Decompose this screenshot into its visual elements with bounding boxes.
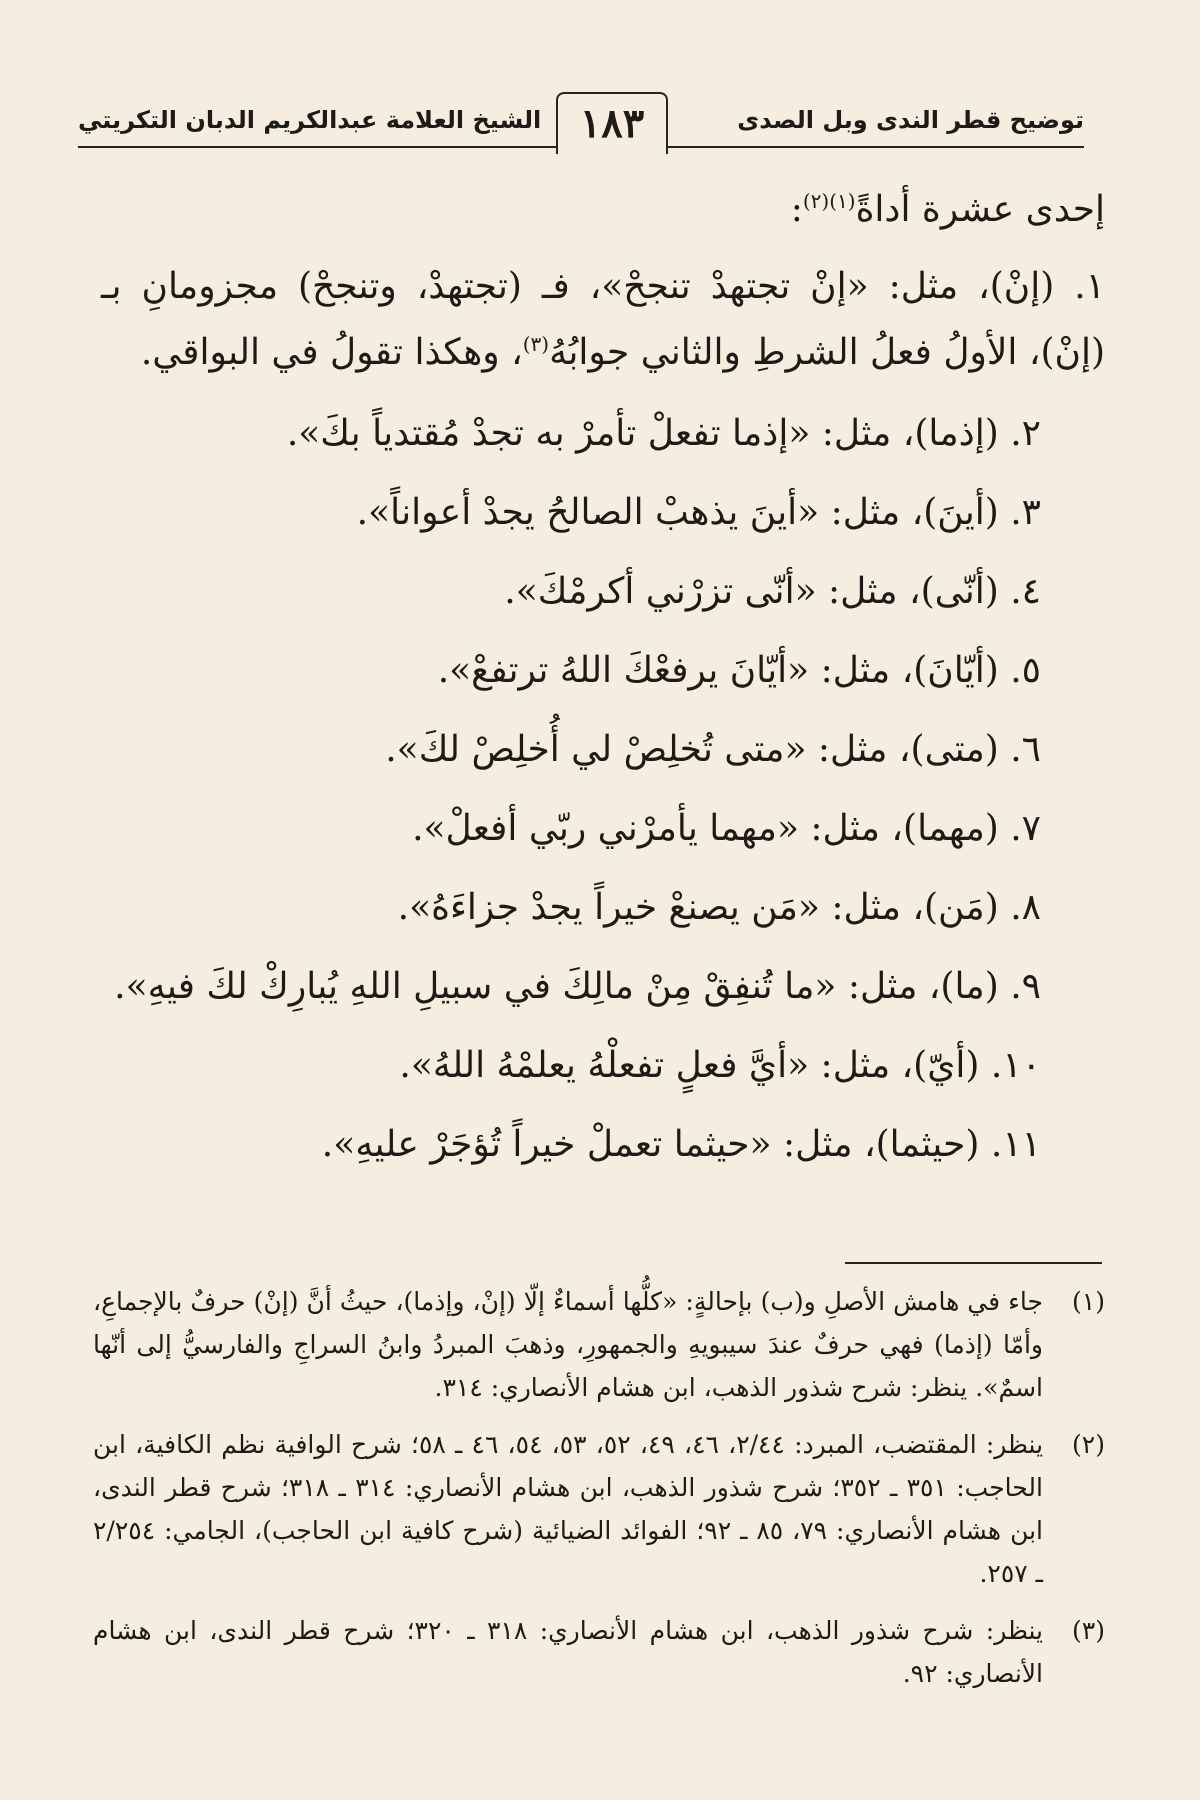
- list-item: ٩. (ما)، مثل: «ما تُنفِقْ مِنْ مالِكَ في سبيلِ اللهِ يُبارِكْ لكَ فيهِ».: [114, 966, 1041, 1007]
- list-item: ٨. (مَن)، مثل: «مَن يصنعْ خيراً يجدْ جزاءَهُ».: [397, 887, 1041, 928]
- list-item: ٥. (أيّانَ)، مثل: «أيّانَ يرفعْكَ اللهُ ترتفعْ».: [437, 650, 1041, 691]
- page-header: [78, 92, 1084, 164]
- item-1-text: ١. (إنْ)، مثل: «إنْ تجتهدْ تنجحْ»، فـ (تجتهدْ، وتنجحْ) مجزومانِ بـ (إنْ)، الأولُ فعلُ الشرطِ والثاني جوابُهُ: [101, 266, 1105, 373]
- footnote: [93, 1280, 1105, 1409]
- footnote-separator: [845, 1262, 1102, 1264]
- footnote-number: (١): [1072, 1287, 1105, 1316]
- list-item: ١١. (حيثما)، مثل: «حيثما تعملْ خيراً تُؤجَرْ عليهِ».: [321, 1124, 1041, 1165]
- footnote-ref: (١)(٢): [802, 189, 856, 213]
- list-item: ٧. (مهما)، مثل: «مهما يأمرْني ربّي أفعلْ».: [412, 808, 1041, 849]
- footnote: [93, 1609, 1105, 1695]
- main-text: [101, 178, 1105, 1184]
- list-item: ٦. (متى)، مثل: «متى تُخلِصْ لي أُخلِصْ لكَ».: [385, 729, 1041, 770]
- footnote-number: (٣): [1072, 1616, 1105, 1645]
- book-title: توضيح قطر الندى وبل الصدى: [727, 106, 1084, 134]
- footnote: [93, 1423, 1105, 1595]
- footnote-text: ينظر: شرح شذور الذهب، ابن هشام الأنصاري: ٣١٨ ـ ٣٢٠؛ شرح قطر الندى، ابن هشام الأنصاري: ٩٢.: [93, 1616, 1044, 1688]
- intro-colon: :: [790, 189, 803, 230]
- list-item: ٢. (إذما)، مثل: «إذما تفعلْ تأمرْ به تجدْ مُقتدياً بكَ».: [286, 413, 1041, 454]
- author-name: الشيخ العلامة عبدالكريم الدبان التكريتي: [78, 106, 551, 134]
- tools-list: [101, 394, 1105, 1184]
- intro-line: [101, 178, 1105, 242]
- footnote-text: جاء في هامش الأصلِ و(ب) بإحالةٍ: «كلُّها أسماءٌ إلّا (إنْ، وإذما)، حيثُ أنَّ (إنْ) حرفٌ بالإجماعِ، وأمّا (إذما) فهي حرفٌ عندَ سيبويهِ والجمهورِ، وذهبَ المبردُ وابنُ السراجِ والفارسيُّ إلى أنّها اسمٌ». ينظر: شرح شذور الذهب، ابن هشام الأنصاري: ٣١٤.: [93, 1287, 1043, 1402]
- footnote-text: ينظر: المقتضب، المبرد: ٢/٤٤، ٤٦، ٤٩، ٥٢، ٥٣، ٥٤، ٤٦ ـ ٥٨؛ شرح الوافية نظم الكافية، ابن الحاجب: ٣٥١ ـ ٣٥٢؛ شرح شذور الذهب، ابن هشام الأنصاري: ٣١٤ ـ ٣١٨؛ شرح قطر الندى، ابن هشام الأنصاري: ٧٩، ٨٥ ـ ٩٢؛ الفوائد الضيائية (شرح كافية ابن الحاجب)، الجامي: ٢/٢٥٤ ـ ٢٥٧.: [93, 1430, 1044, 1588]
- page-number: ١٨٣: [556, 92, 668, 154]
- item-1-text-end: ، وهكذا تقولُ في البواقي.: [140, 332, 523, 373]
- list-item: ٤. (أنّى)، مثل: «أنّى تزرْني أكرمْكَ».: [504, 571, 1041, 612]
- footnote-ref: (٣): [522, 332, 550, 356]
- list-item: ١٠. (أيّ)، مثل: «أيَّ فعلٍ تفعلْهُ يعلمْهُ اللهُ».: [399, 1045, 1041, 1086]
- list-item-1: [101, 254, 1105, 386]
- footnotes: [93, 1280, 1105, 1709]
- list-item: ٣. (أينَ)، مثل: «أينَ يذهبْ الصالحُ يجدْ أعواناً».: [356, 492, 1041, 533]
- intro-text: إحدى عشرة أداةً: [855, 189, 1105, 230]
- footnote-number: (٢): [1072, 1430, 1105, 1459]
